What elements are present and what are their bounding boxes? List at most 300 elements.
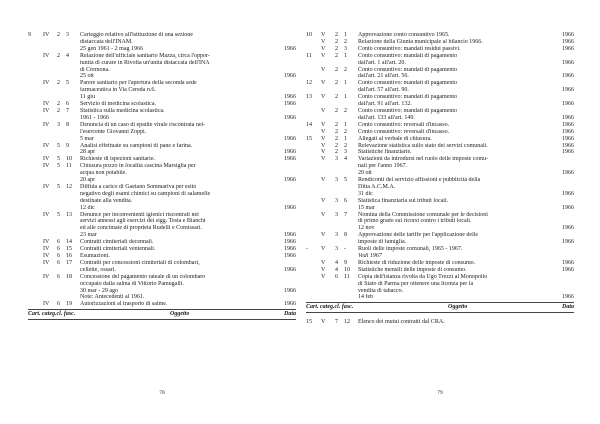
- entry-line: [358, 39, 574, 46]
- entry-date: 1966: [562, 38, 574, 45]
- entry-fascicolo: 3: [344, 149, 347, 156]
- entry-text: Statistiche mensili delle imposte di consumo.: [358, 266, 467, 273]
- entry-classe: 4: [335, 266, 338, 273]
- entry-cartella: 15: [306, 135, 312, 142]
- entry-oggetto: [78, 32, 296, 53]
- entry-cartella: [28, 274, 43, 302]
- entry-text: 12 dic: [80, 204, 95, 211]
- entry-oggetto: [78, 246, 296, 253]
- entry-row: [28, 80, 296, 101]
- entry-line: [80, 225, 296, 232]
- entry-text: vendita di tabacco.: [358, 287, 404, 294]
- entry-oggetto: [356, 198, 574, 212]
- entry-line: [80, 218, 296, 225]
- entry-date: 1966: [284, 287, 296, 294]
- entry-row: [306, 198, 574, 212]
- entry-date: 1966: [284, 45, 296, 52]
- entry-classe: 3: [335, 246, 338, 253]
- entry-cartella: [306, 108, 321, 122]
- entry-line: [358, 260, 574, 267]
- entry-text: Approvazione conto consuntivo 1965.: [358, 32, 450, 38]
- entry-line: [80, 143, 296, 150]
- entry-line: [80, 122, 296, 129]
- entry-line: [80, 288, 296, 295]
- entry-fascicolo: 5: [66, 80, 69, 87]
- entry-categoria: IV: [43, 121, 50, 128]
- entry-categoria: V: [321, 319, 326, 326]
- entry-text: 20 ott: [358, 170, 372, 177]
- entry-oggetto: [78, 184, 296, 212]
- entry-fascicolo: 9: [344, 259, 347, 266]
- entry-text: ed alle concimaie di proprietà Rudelli e Comissari.: [80, 225, 202, 232]
- entry-line: [80, 205, 296, 212]
- entry-categoria: V: [321, 32, 326, 38]
- entry-date: 1966: [562, 32, 574, 38]
- entry-date: 1966: [562, 135, 574, 142]
- entry-text: Esumazioni.: [80, 253, 110, 259]
- entry-oggetto: [356, 260, 574, 267]
- entry-text: nali per l'anno 1967.: [358, 163, 408, 170]
- entry-categoria: V: [321, 149, 326, 156]
- entry-oggetto: [356, 274, 574, 302]
- entry-line: [358, 232, 574, 239]
- entry-text: Statistica finanziaria sui tributi locali.: [358, 197, 449, 204]
- entry-row: [306, 212, 574, 233]
- entry-date: 1966: [562, 59, 574, 66]
- entry-fascicolo: 10: [66, 156, 72, 163]
- entry-date: 1966: [562, 294, 574, 301]
- entry-row: [28, 260, 296, 274]
- entry-oggetto: [356, 156, 574, 177]
- entry-cartella: [28, 108, 43, 122]
- entry-date: 1966: [284, 149, 296, 156]
- entry-fascicolo: 2: [344, 128, 347, 135]
- entry-row: [306, 274, 574, 302]
- entry-row: [28, 184, 296, 212]
- entry-line: [358, 136, 574, 143]
- entry-text: Chiusura pozzo in località cascina Marsiglia per: [80, 163, 196, 170]
- entry-text: Conto consuntivo: mandati di pagamento: [358, 66, 457, 73]
- entry-cartella: [28, 253, 43, 260]
- entry-line: [358, 239, 574, 246]
- entry-line: [80, 67, 296, 74]
- entry-row: [28, 156, 296, 163]
- entry-date: 1966: [284, 301, 296, 308]
- entry-line: [80, 53, 296, 60]
- entry-date: 1966: [284, 114, 296, 121]
- entry-text: acqua non potabile.: [80, 170, 127, 177]
- entry-classe: 2: [335, 32, 338, 38]
- entry-text: Diffida a carico di Gaetano Sommariva per esito: [80, 183, 197, 190]
- entry-cartella: [28, 80, 43, 101]
- entry-classe: 2: [57, 101, 60, 108]
- entry-oggetto: [356, 122, 574, 129]
- entry-text: 12 nov: [358, 225, 375, 232]
- entry-cartella: [28, 101, 43, 108]
- entry-date: 1966: [284, 266, 296, 273]
- entry-categoria: V: [321, 142, 326, 149]
- entry-text: negativo degli esami chimici su campioni di salamelle: [80, 190, 211, 197]
- entry-text: Analisi effettuate su campioni di pane e farina.: [80, 142, 193, 149]
- entry-date: 1966: [284, 239, 296, 246]
- entry-cartella: [306, 156, 321, 177]
- entry-line: [358, 294, 574, 301]
- entry-categoria: IV: [43, 52, 50, 59]
- entry-text: Conto consuntivo: reversali d'incasso.: [358, 121, 450, 128]
- entry-categoria: V: [321, 266, 326, 273]
- entry-row: [306, 319, 574, 326]
- entry-classe: 3: [335, 197, 338, 204]
- entry-line: [80, 274, 296, 281]
- entry-cartella: [306, 267, 321, 274]
- entry-classe: 2: [335, 107, 338, 114]
- entry-classe: 2: [335, 45, 338, 52]
- entry-row: [28, 53, 296, 81]
- entry-line: [80, 108, 296, 115]
- entry-classe: 7: [335, 319, 338, 326]
- entry-line: [80, 281, 296, 288]
- entry-classe: 2: [335, 149, 338, 156]
- entry-cartella: [28, 143, 43, 157]
- entry-row: [306, 177, 574, 198]
- entry-text: di primo grado sui ricorsi contro i tributi locali.: [358, 218, 472, 225]
- entry-line: [358, 143, 574, 150]
- entry-fascicolo: 18: [66, 273, 72, 280]
- header-cart: Cart. categ.cl. fasc.: [28, 311, 76, 318]
- entry-text: Conto consuntivo: mandati di pagamento: [358, 80, 457, 87]
- entry-line: [80, 177, 296, 184]
- entry-line: [358, 205, 574, 212]
- entry-classe: 6: [57, 239, 60, 246]
- entry-categoria: IV: [43, 101, 50, 108]
- entry-text: Relevazione statistica sullo stato dei servizi comunali.: [358, 142, 488, 149]
- entry-oggetto: [78, 108, 296, 122]
- entry-row: [306, 80, 574, 94]
- entry-text: Servizio di medicina scolastica.: [80, 101, 156, 108]
- entry-fascicolo: 11: [66, 163, 72, 170]
- entry-classe: 5: [57, 183, 60, 190]
- entry-row: [28, 108, 296, 122]
- left-page: [28, 32, 296, 320]
- entry-line: [358, 80, 574, 87]
- entry-fascicolo: 16: [66, 253, 72, 259]
- entry-date: 1966: [562, 142, 574, 149]
- entry-text: Vedi 1967: [358, 253, 382, 259]
- entry-categoria: V: [321, 246, 326, 253]
- entry-text: 1961 - 1966: [80, 114, 109, 121]
- entry-row: [28, 143, 296, 157]
- entry-fascicolo: 1: [344, 32, 347, 38]
- entry-line: [358, 60, 574, 67]
- entry-fascicolo: 7: [344, 211, 347, 218]
- entry-line: [80, 212, 296, 219]
- entry-date: 1966: [562, 170, 574, 177]
- entry-oggetto: [356, 246, 574, 260]
- entry-text: Ditta A.C.M.A.: [358, 183, 396, 190]
- entry-oggetto: [356, 212, 574, 233]
- entry-categoria: IV: [43, 273, 50, 280]
- entry-line: [358, 67, 574, 74]
- entry-cartella: [28, 122, 43, 143]
- entry-line: [358, 170, 574, 177]
- entry-line: [358, 198, 574, 205]
- entry-line: [358, 218, 574, 225]
- entry-cartella: [306, 232, 321, 246]
- entry-text: di Cremona.: [80, 66, 110, 73]
- entry-text: Conto consuntivo: mandati di pagamento: [358, 94, 457, 101]
- entry-date: 1966: [284, 246, 296, 253]
- entry-date: 1966: [562, 204, 574, 211]
- entry-row: [28, 253, 296, 260]
- entry-fascicolo: 15: [66, 246, 72, 253]
- entry-date: 1966: [562, 190, 574, 197]
- entry-categoria: V: [321, 66, 326, 73]
- entry-oggetto: [356, 94, 574, 108]
- entry-fascicolo: 2: [344, 107, 347, 114]
- entry-categoria: V: [321, 45, 326, 52]
- left-column-header: [28, 309, 296, 320]
- entry-classe: 6: [57, 301, 60, 308]
- entry-text: Richieste di riduzione delle imposte di consumo.: [358, 259, 476, 266]
- entry-categoria: IV: [43, 301, 50, 308]
- entry-line: [358, 212, 574, 219]
- entry-classe: 2: [335, 52, 338, 59]
- entry-row: [28, 274, 296, 302]
- entry-text: Conto consuntivo: mandati residui passivi.: [358, 45, 461, 52]
- entry-line: [80, 163, 296, 170]
- entry-row: [306, 122, 574, 129]
- entry-classe: 2: [335, 94, 338, 101]
- entry-fascicolo: 1: [344, 80, 347, 87]
- header-data: Data: [562, 304, 574, 311]
- entry-classe: 6: [57, 253, 60, 259]
- entry-oggetto: [78, 212, 296, 240]
- entry-classe: 2: [335, 38, 338, 45]
- entry-categoria: V: [321, 135, 326, 142]
- entry-line: [80, 39, 296, 46]
- entry-cartella: 9: [28, 32, 31, 38]
- entry-date: 1966: [562, 45, 574, 52]
- entry-classe: 5: [57, 163, 60, 170]
- entry-row: [306, 94, 574, 108]
- entry-text: Ruoli delle imposte comunali, 1965 - 1967.: [358, 246, 463, 253]
- entry-line: [80, 239, 296, 246]
- entry-text: 30 mar - 29 ago: [80, 287, 118, 294]
- entry-date: 1966: [562, 101, 574, 108]
- entry-text: servizi annessi agli esercizi dei sigg. Testa e Bianchi: [80, 218, 206, 225]
- entry-oggetto: [356, 108, 574, 122]
- entry-classe: 2: [57, 32, 60, 38]
- entry-oggetto: [78, 253, 296, 260]
- entry-line: [358, 129, 574, 136]
- entry-fascicolo: 11: [344, 273, 350, 280]
- entry-text: l'esercente Giovanni Zoppi.: [80, 128, 147, 135]
- entry-line: [358, 281, 574, 288]
- entry-line: [358, 246, 574, 253]
- entry-row: [306, 232, 574, 246]
- header-oggetto: Oggetto: [447, 304, 468, 311]
- entry-row: [28, 246, 296, 253]
- entry-text: Allegati al verbale di chiusura.: [358, 135, 432, 142]
- entry-date: 1966: [284, 73, 296, 80]
- entry-cartella: 12: [306, 80, 312, 87]
- entry-fascicolo: 2: [344, 66, 347, 73]
- entry-line: [80, 80, 296, 87]
- entry-text: Contratti cimiteriali ventennali.: [80, 246, 156, 253]
- entry-fascicolo: 8: [66, 121, 69, 128]
- entry-classe: 3: [335, 232, 338, 239]
- entry-fascicolo: 6: [66, 101, 69, 108]
- entry-classe: 3: [57, 121, 60, 128]
- entry-categoria: V: [321, 197, 326, 204]
- entry-text: Nomina della Commissione comunale per le decisioni: [358, 211, 488, 218]
- entry-fascicolo: 3: [344, 45, 347, 52]
- entry-categoria: IV: [43, 259, 50, 266]
- entry-line: [358, 122, 574, 129]
- entry-text: Relazione della Giunta municipale al bilancio 1966.: [358, 38, 483, 45]
- entry-categoria: V: [321, 80, 326, 87]
- entry-date: 1966: [284, 204, 296, 211]
- entry-date: 1966: [284, 94, 296, 101]
- entry-line: [358, 73, 574, 80]
- header-data: Data: [284, 311, 296, 318]
- entry-cartella: [306, 274, 321, 302]
- entry-text: 11 giu: [80, 94, 95, 101]
- entry-fascicolo: 9: [66, 142, 69, 149]
- entry-text: Conto consuntivo: mandati di pagamento: [358, 107, 457, 114]
- entry-classe: 2: [57, 80, 60, 87]
- entry-classe: 5: [57, 156, 60, 163]
- entry-oggetto: [78, 156, 296, 163]
- entry-row: [28, 122, 296, 143]
- entry-classe: 6: [57, 246, 60, 253]
- entry-classe: 2: [335, 66, 338, 73]
- entry-oggetto: [78, 101, 296, 108]
- entry-oggetto: [78, 260, 296, 274]
- entry-oggetto: [78, 301, 296, 308]
- entry-text: destinate alla vendita.: [80, 197, 133, 204]
- entry-date: 1966: [562, 114, 574, 121]
- entry-line: [80, 191, 296, 198]
- entry-text: 31 dic: [358, 190, 373, 197]
- entry-line: [80, 170, 296, 177]
- entry-date: 1966: [562, 259, 574, 266]
- entry-row: [306, 149, 574, 156]
- entry-cartella: 15: [306, 319, 312, 326]
- entry-date: 1966: [562, 87, 574, 94]
- entry-oggetto: [78, 163, 296, 184]
- entry-text: 15 mar: [358, 204, 375, 211]
- entry-line: [80, 60, 296, 67]
- entry-cartella: [28, 163, 43, 184]
- entry-text: Variazioni da introdursi nel ruolo delle imposte comu-: [358, 156, 489, 163]
- entry-fascicolo: 13: [66, 211, 72, 218]
- entry-cartella: [28, 246, 43, 253]
- entry-row: [306, 39, 574, 46]
- entry-fascicolo: 8: [344, 232, 347, 239]
- entry-line: [358, 225, 574, 232]
- entry-text: Approvazione delle tariffe per l'applicazione delle: [358, 232, 479, 239]
- entry-oggetto: [78, 53, 296, 81]
- entry-row: [306, 46, 574, 53]
- right-column-header: [306, 302, 574, 313]
- entry-classe: 3: [335, 156, 338, 163]
- entry-classe: 6: [57, 273, 60, 280]
- entry-date: 1966: [562, 239, 574, 246]
- entry-line: [80, 156, 296, 163]
- right-page-number: 79: [437, 390, 443, 396]
- entry-oggetto: Elenco dei mutui contratti dal CRA.: [358, 319, 445, 326]
- entry-date: 1966: [284, 232, 296, 239]
- entry-fascicolo: -: [344, 246, 346, 253]
- entry-cartella: -: [306, 246, 308, 253]
- entry-text: Denunce per inconvenienti igienici riscontrati nei: [80, 211, 199, 218]
- entry-oggetto: [356, 177, 574, 198]
- entry-date: 1966: [284, 156, 296, 163]
- entry-row: [306, 108, 574, 122]
- entry-classe: 3: [335, 211, 338, 218]
- entry-oggetto: [356, 53, 574, 67]
- entry-row: [306, 156, 574, 177]
- entry-categoria: V: [321, 128, 326, 135]
- entry-categoria: IV: [43, 239, 50, 246]
- entry-categoria: V: [321, 94, 326, 101]
- entry-line: [358, 87, 574, 94]
- entry-row: [306, 267, 574, 274]
- entry-date: 1966: [562, 266, 574, 273]
- entry-fascicolo: 5: [344, 177, 347, 184]
- entry-cartella: [306, 212, 321, 233]
- entry-classe: 2: [335, 121, 338, 128]
- entry-oggetto: [356, 143, 574, 150]
- entry-cartella: [28, 156, 43, 163]
- entry-line: [358, 115, 574, 122]
- entry-oggetto: [356, 129, 574, 136]
- entry-fascicolo: 7: [66, 107, 69, 114]
- entry-cartella: [306, 46, 321, 53]
- entry-categoria: IV: [43, 32, 50, 38]
- entry-classe: 2: [57, 52, 60, 59]
- entry-date: 1966: [562, 225, 574, 232]
- entry-categoria: IV: [43, 107, 50, 114]
- entry-text: Statistica sulla medicina scolastica.: [80, 107, 165, 114]
- entry-classe: 5: [57, 142, 60, 149]
- entry-fascicolo: 4: [66, 52, 69, 59]
- entry-date: 1966: [562, 121, 574, 128]
- entry-text: Conto consuntivo: reversali d'incasso.: [358, 128, 450, 135]
- entry-text: 25 gen 1961 - 2 mag 1966: [80, 45, 143, 52]
- entry-fascicolo: 19: [66, 301, 72, 308]
- entry-text: Richieste di ispezioni sanitarie.: [80, 156, 155, 163]
- entry-text: distaccata dell'INAM.: [80, 38, 133, 45]
- entry-oggetto: [356, 67, 574, 81]
- entry-classe: 2: [335, 128, 338, 135]
- entry-classe: 2: [57, 107, 60, 114]
- entry-text: cellette, ossari.: [80, 266, 116, 273]
- entry-row: [28, 32, 296, 53]
- right-entries-list: [306, 32, 574, 301]
- entry-note: Note: Antecedenti al 1961.: [80, 294, 145, 301]
- entry-categoria: V: [321, 52, 326, 59]
- entry-text: 5 mar: [80, 135, 94, 142]
- entry-oggetto: [356, 46, 574, 53]
- entry-line: [80, 94, 296, 101]
- entry-cartella: [306, 177, 321, 198]
- entry-fascicolo: 17: [66, 259, 72, 266]
- entry-fascicolo: 10: [344, 266, 350, 273]
- entry-text: dall'art. 57 all'art. 90.: [358, 87, 409, 94]
- entry-text: 14 feb: [358, 294, 374, 301]
